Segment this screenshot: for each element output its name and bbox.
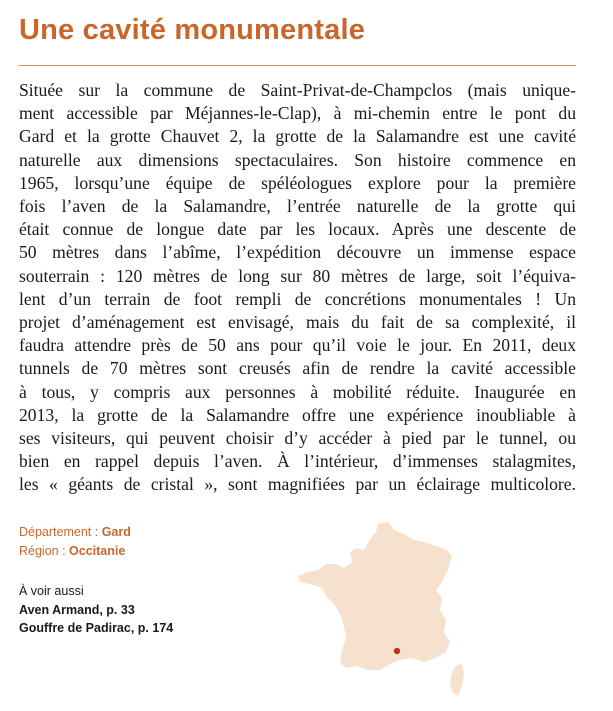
title-divider: [19, 65, 576, 66]
body-line: était connue de longue date par les locaux. Après une descente de: [19, 219, 576, 240]
body-line: faudra attendre près de 50 ans pour qu’il voie le jour. En 2011, deux: [19, 335, 576, 356]
location-info: [19, 523, 131, 560]
see-also-item[interactable]: Gouffre de Padirac, p. 174: [19, 621, 174, 635]
body-line: lent d’un terrain de foot rempli de concrétions monumentales ! Un: [19, 288, 576, 309]
region-row: [19, 542, 131, 561]
body-line: ses visiteurs, qui peuvent choisir d’y accéder à pied par le tunnel, ou: [19, 428, 576, 449]
france-outline: [298, 522, 452, 670]
page-title: Une cavité monumentale: [19, 14, 366, 46]
see-also-heading: À voir aussi: [19, 584, 84, 598]
body-line: les « géants de cristal », sont magnifiées par un éclairage multicolore.: [19, 474, 576, 495]
body-line: bien en rappel depuis l’aven. À l’intérieur, d’immenses stalagmites,: [19, 451, 576, 472]
body-line: 2013, la grotte de la Salamandre offre une expérience inoubliable à: [19, 404, 576, 425]
france-map: [296, 520, 476, 698]
body-line: souterrain : 120 mètres de long sur 80 mètres de large, soit l’équiva-: [19, 265, 576, 286]
region-value: Occitanie: [69, 543, 126, 558]
body-line: naturelle aux dimensions spectaculaires. Son histoire commence en: [19, 149, 576, 170]
body-line: 50 mètres dans l’abîme, l’expédition découvre un immense espace: [19, 242, 576, 263]
body-line: Située sur la commune de Saint-Privat-de-Champclos (mais unique-: [19, 80, 576, 100]
article-body: [19, 79, 576, 497]
see-also: [19, 582, 173, 638]
see-also-item[interactable]: Aven Armand, p. 33: [19, 602, 135, 617]
body-line: Gard et la grotte Chauvet 2, la grotte de la Salamandre est une cavité: [19, 126, 576, 147]
location-marker: [394, 648, 400, 654]
departement-value: Gard: [101, 525, 131, 539]
body-line: ment accessible par Méjannes-le-Clap), à mi-chemin entre le pont du: [19, 103, 576, 124]
departement-row: [19, 523, 131, 542]
departement-label: Département :: [19, 525, 102, 539]
body-line: à tous, y compris aux personnes à mobilité réduite. Inaugurée en: [19, 381, 576, 402]
body-line: projet d’aménagement est envisagé, mais du fait de sa complexité, il: [19, 312, 576, 333]
body-line: 1965, lorsqu’une équipe de spéléologues explore pour la première: [19, 172, 576, 193]
body-line: fois l’aven de la Salamandre, l’entrée naturelle de la grotte qui: [19, 196, 576, 217]
body-line: tunnels de 70 mètres sont creusés afin de rendre la cavité accessible: [19, 358, 576, 379]
corsica-outline: [450, 664, 464, 696]
region-label: Région :: [19, 543, 70, 558]
